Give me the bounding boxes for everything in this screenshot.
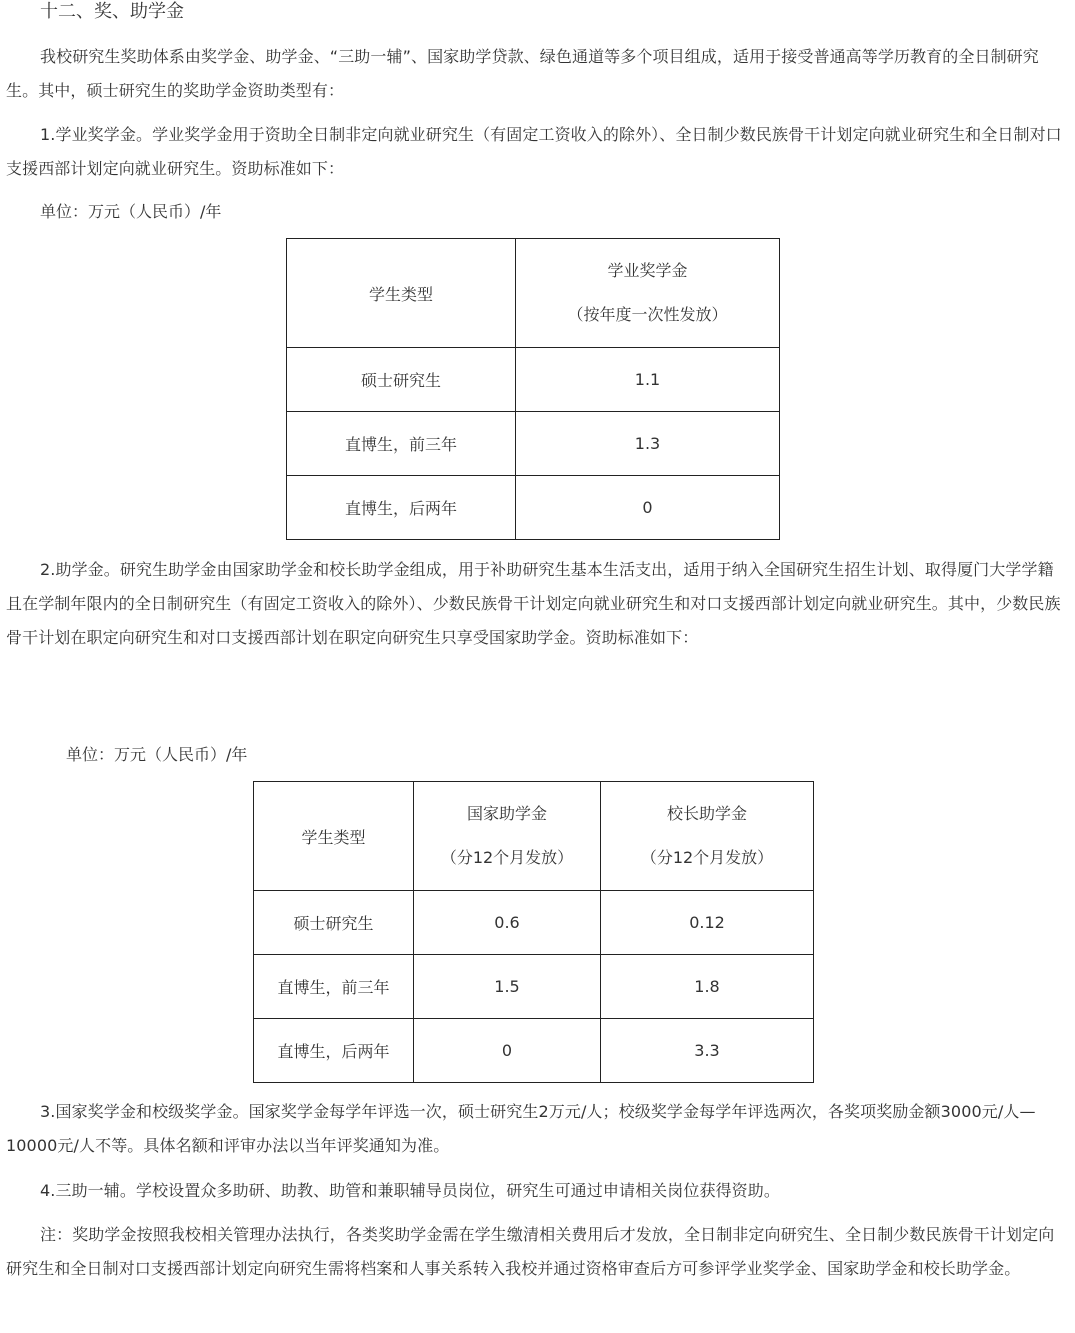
- cell-value: 1.1: [516, 348, 780, 412]
- grant-table: [253, 781, 814, 1083]
- table-header-row: [254, 782, 814, 891]
- header-subtitle: （按年度一次性发放）: [567, 305, 728, 324]
- table-header-row: [287, 239, 780, 348]
- unit-label-1: 单位：万元（人民币）/年: [40, 202, 222, 221]
- cell-type: 直博生，后两年: [254, 1019, 414, 1083]
- scholarship-table: [286, 238, 780, 540]
- assistantship-paragraph: 4.三助一辅。学校设置众多助研、助教、助管和兼职辅导员岗位，研究生可通过申请相关岗位获得资助。: [40, 1181, 780, 1200]
- table-row: [287, 412, 780, 476]
- header-title: 校长助学金: [666, 804, 747, 823]
- table-row: [254, 891, 814, 955]
- cell-type: 直博生，前三年: [254, 955, 414, 1019]
- cell-national: 0.6: [414, 891, 601, 955]
- cell-type: 硕士研究生: [254, 891, 414, 955]
- table-row: [254, 955, 814, 1019]
- intro-paragraph: 我校研究生奖助体系由奖学金、助学金、“三助一辅”、国家助学贷款、绿色通道等多个项目组成，适用于接受普通高等学历教育的全日制研究生。其中，硕士研究生的奖助学金资助类型有：: [6, 47, 1039, 100]
- table-row: [287, 476, 780, 540]
- header-academic-scholarship: [516, 239, 780, 348]
- header-student-type: 学生类型: [287, 239, 516, 348]
- cell-president: 0.12: [601, 891, 814, 955]
- unit-label-2: 单位：万元（人民币）/年: [66, 745, 248, 764]
- grant-paragraph: 2.助学金。研究生助学金由国家助学金和校长助学金组成，用于补助研究生基本生活支出，适用于纳入全国研究生招生计划、取得厦门大学学籍且在学制年限内的全日制研究生（有固定工资收入的除外）、少数民族骨干计划定向就业研究生和对口支援西部计划定向就业研究生。其中，少数民族骨干计划在职定向研究生和对口支援西部计划在职定向研究生只享受国家助学金。资助标准如下：: [6, 560, 1061, 647]
- cell-type: 硕士研究生: [287, 348, 516, 412]
- header-subtitle: （分12个月发放）: [640, 848, 774, 867]
- cell-national: 1.5: [414, 955, 601, 1019]
- table-row: [254, 1019, 814, 1083]
- section-title: 十二、奖、助学金: [40, 1, 184, 22]
- table-row: [287, 348, 780, 412]
- cell-type: 直博生，前三年: [287, 412, 516, 476]
- national-scholarship-paragraph: 3.国家奖学金和校级奖学金。国家奖学金每学年评选一次，硕士研究生2万元/人；校级奖学金每学年评选两次，各奖项奖励金额3000元/人—10000元/人不等。具体名额和评审办法以当年评奖通知为准。: [6, 1102, 1036, 1155]
- cell-value: 0: [516, 476, 780, 540]
- cell-president: 1.8: [601, 955, 814, 1019]
- scholarship-paragraph: 1.学业奖学金。学业奖学金用于资助全日制非定向就业研究生（有固定工资收入的除外）、全日制少数民族骨干计划定向就业研究生和全日制对口支援西部计划定向就业研究生。资助标准如下：: [6, 125, 1062, 178]
- header-president-grant: [601, 782, 814, 891]
- header-national-grant: [414, 782, 601, 891]
- cell-national: 0: [414, 1019, 601, 1083]
- header-title: 国家助学金: [466, 804, 547, 823]
- header-student-type: 学生类型: [254, 782, 414, 891]
- cell-value: 1.3: [516, 412, 780, 476]
- header-subtitle: （分12个月发放）: [440, 848, 574, 867]
- cell-type: 直博生，后两年: [287, 476, 516, 540]
- note-paragraph: 注：奖助学金按照我校相关管理办法执行，各类奖助学金需在学生缴清相关费用后才发放，全日制非定向研究生、全日制少数民族骨干计划定向研究生和全日制对口支援西部计划定向研究生需将档案和人事关系转入我校并通过资格审查后方可参评学业奖学金、国家助学金和校长助学金。: [6, 1225, 1055, 1278]
- header-title: 学业奖学金: [607, 261, 688, 280]
- cell-president: 3.3: [601, 1019, 814, 1083]
